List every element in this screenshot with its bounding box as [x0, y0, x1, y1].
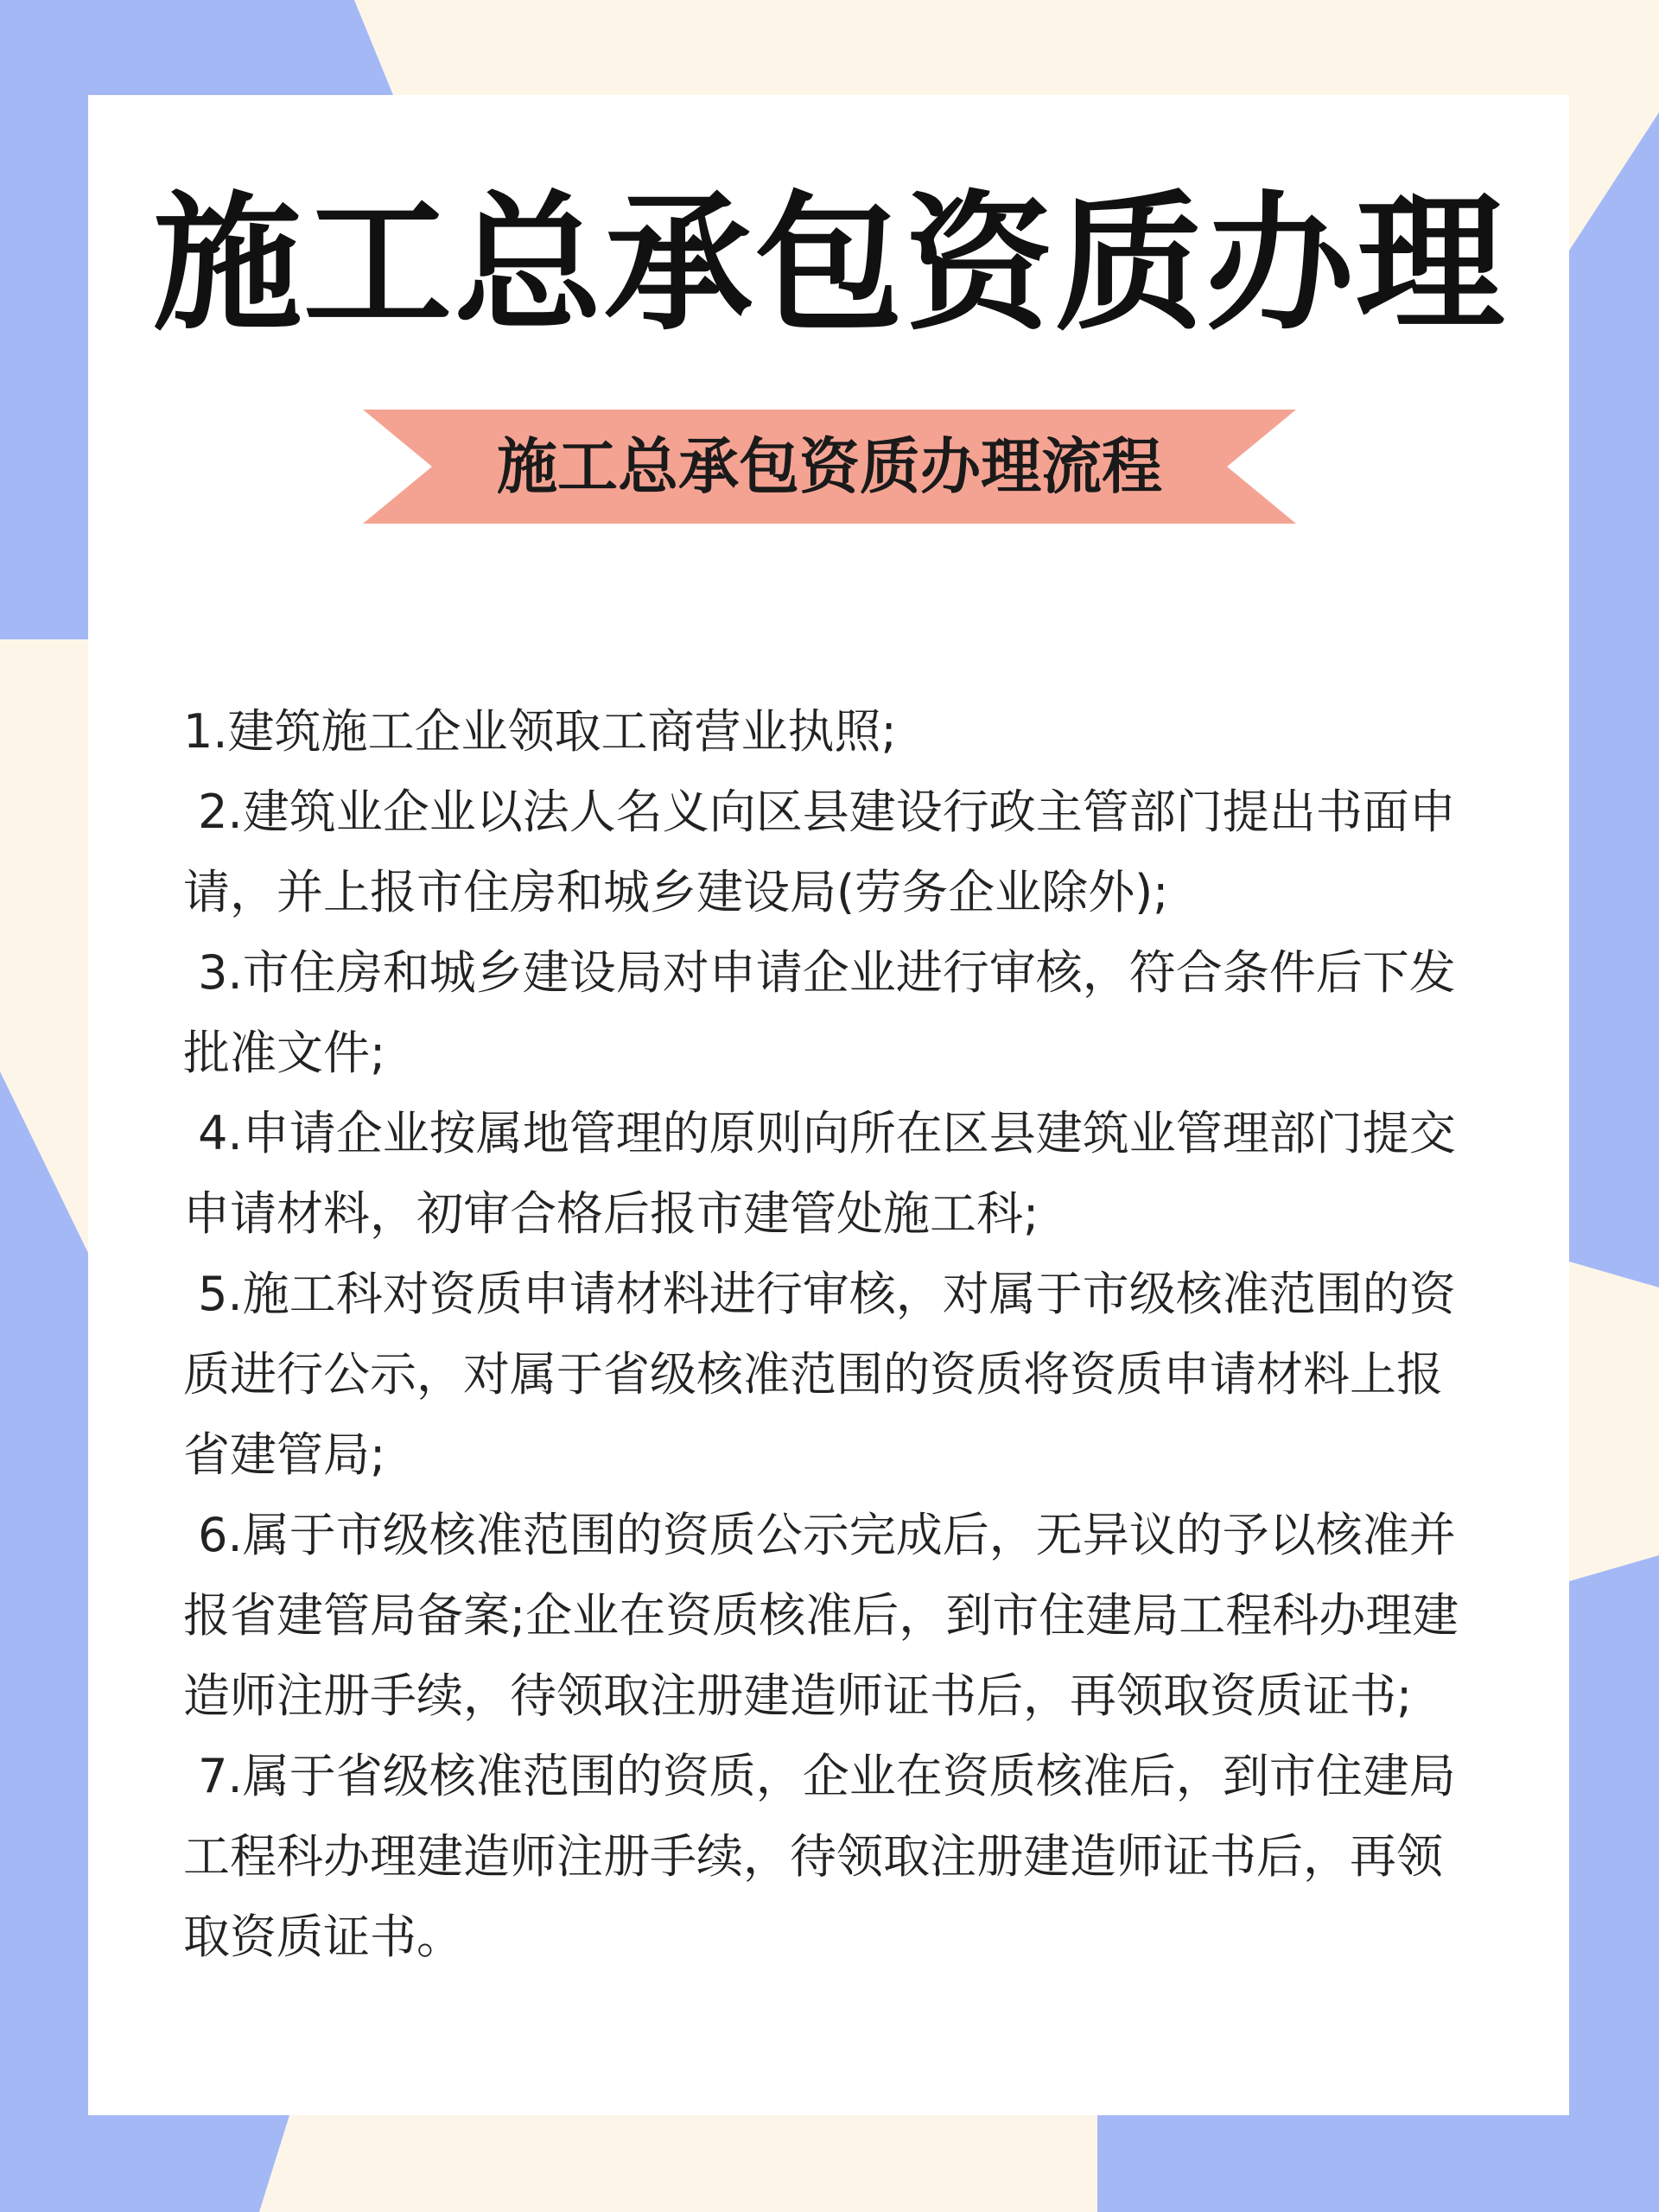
step-item — [183, 1093, 1479, 1254]
step-text: 5.施工科对资质申请材料进行审核，对属于市级核准范围的资质进行公示，对属于省级核准范围的资质将资质申请材料上报省建管局; — [183, 1267, 1456, 1482]
step-item — [183, 772, 1479, 932]
page-title: 施工总承包资质办理 — [153, 175, 1506, 351]
step-item — [183, 1254, 1479, 1495]
step-text: 4.申请企业按属地管理的原则向所在区县建筑业管理部门提交申请材料，初审合格后报市建管处施工科; — [183, 1106, 1456, 1241]
step-text: 1.建筑施工企业领取工商营业执照; — [183, 704, 897, 759]
step-item — [183, 1495, 1479, 1736]
step-text: 6.属于市级核准范围的资质公示完成后，无异议的予以核准并报省建管局备案;企业在资质核准后，到市住建局工程科办理建造师注册手续，待领取注册建造师证书后，再领取资质证书; — [183, 1508, 1459, 1723]
step-item — [183, 691, 1479, 772]
step-item — [183, 1736, 1479, 1977]
step-item — [183, 932, 1479, 1093]
step-text: 7.属于省级核准范围的资质，企业在资质核准后，到市住建局工程科办理建造师注册手续，待领取注册建造师证书后，再领取资质证书。 — [183, 1749, 1456, 1964]
step-text: 3.市住房和城乡建设局对申请企业进行审核，符合条件后下发批准文件; — [183, 945, 1456, 1080]
process-steps — [183, 691, 1479, 1977]
subtitle: 施工总承包资质办理流程 — [497, 431, 1162, 502]
subtitle-ribbon — [363, 410, 1296, 524]
step-text: 2.建筑业企业以法人名义向区县建设行政主管部门提出书面申请，并上报市住房和城乡建设局(劳务企业除外); — [183, 785, 1456, 919]
